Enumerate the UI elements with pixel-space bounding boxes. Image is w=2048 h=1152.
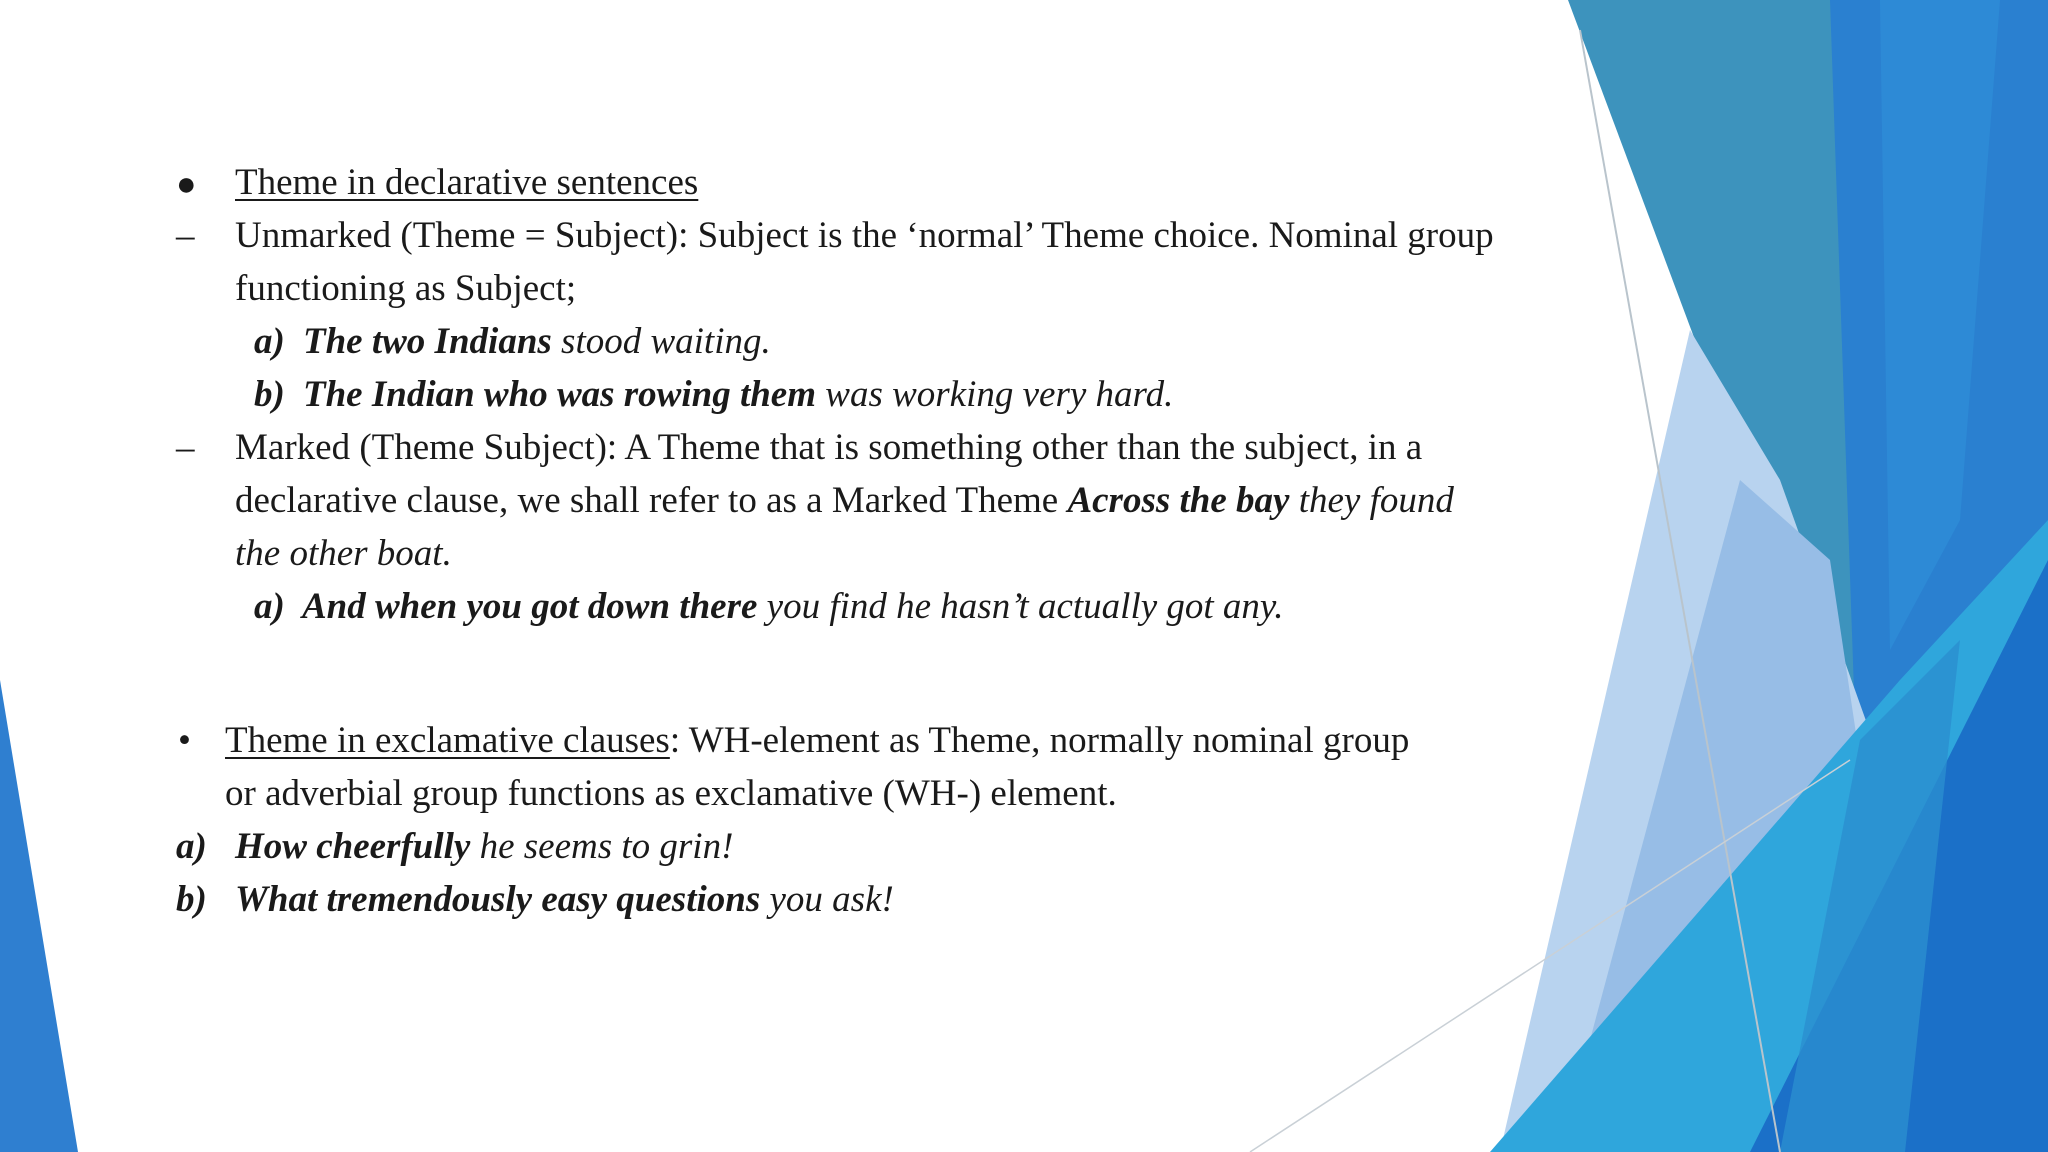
marked-plain: declarative clause, we shall refer to as a Marked Theme bbox=[235, 480, 1068, 521]
marked-rheme: they found bbox=[1289, 480, 1454, 521]
example-text bbox=[303, 315, 771, 368]
dash-icon: – bbox=[176, 215, 195, 256]
example-rheme: stood waiting. bbox=[551, 321, 771, 362]
example-label: a) bbox=[254, 321, 285, 362]
example-rheme: you ask! bbox=[760, 879, 894, 920]
example-label: b) bbox=[254, 374, 285, 415]
section2-text-1 bbox=[225, 714, 1409, 767]
section2-heading-rest: : WH-element as Theme, normally nominal group bbox=[669, 720, 1410, 761]
example-rheme: he seems to grin! bbox=[470, 826, 734, 867]
example-label: a) bbox=[176, 826, 207, 867]
dash-icon: – bbox=[176, 427, 195, 468]
section2-text-2: or adverbial group functions as exclamative (WH-) element. bbox=[225, 773, 1117, 814]
example-theme: What tremendously easy questions bbox=[235, 879, 761, 920]
example-label: b) bbox=[176, 879, 207, 920]
unmarked-text-1: Unmarked (Theme = Subject): Subject is the ‘normal’ Theme choice. Nominal group bbox=[235, 215, 1494, 256]
example-text bbox=[302, 580, 1284, 633]
example-rheme: was working very hard. bbox=[816, 374, 1174, 415]
section2-heading: Theme in exclamative clauses bbox=[225, 720, 670, 761]
marked-text-3: the other boat. bbox=[235, 533, 452, 574]
example-theme: The two Indians bbox=[303, 321, 552, 362]
example-theme: How cheerfully bbox=[235, 826, 471, 867]
example-label: a) bbox=[254, 586, 285, 627]
example-theme: And when you got down there bbox=[302, 586, 758, 627]
section1-heading: Theme in declarative sentences bbox=[235, 162, 699, 203]
unmarked-text-2: functioning as Subject; bbox=[235, 268, 577, 309]
bullet-icon: ● bbox=[176, 166, 197, 203]
example-text bbox=[303, 368, 1173, 421]
example-rheme: you find he hasn’t actually got any. bbox=[757, 586, 1284, 627]
marked-text-2 bbox=[235, 474, 1454, 527]
marked-text-1: Marked (Theme Subject): A Theme that is something other than the subject, in a bbox=[235, 427, 1423, 468]
bullet-icon: • bbox=[178, 720, 191, 761]
example-text bbox=[235, 873, 894, 926]
example-theme: The Indian who was rowing them bbox=[303, 374, 817, 415]
example-text bbox=[235, 820, 733, 873]
left-facet bbox=[0, 680, 78, 1152]
marked-theme: Across the bay bbox=[1067, 480, 1290, 521]
